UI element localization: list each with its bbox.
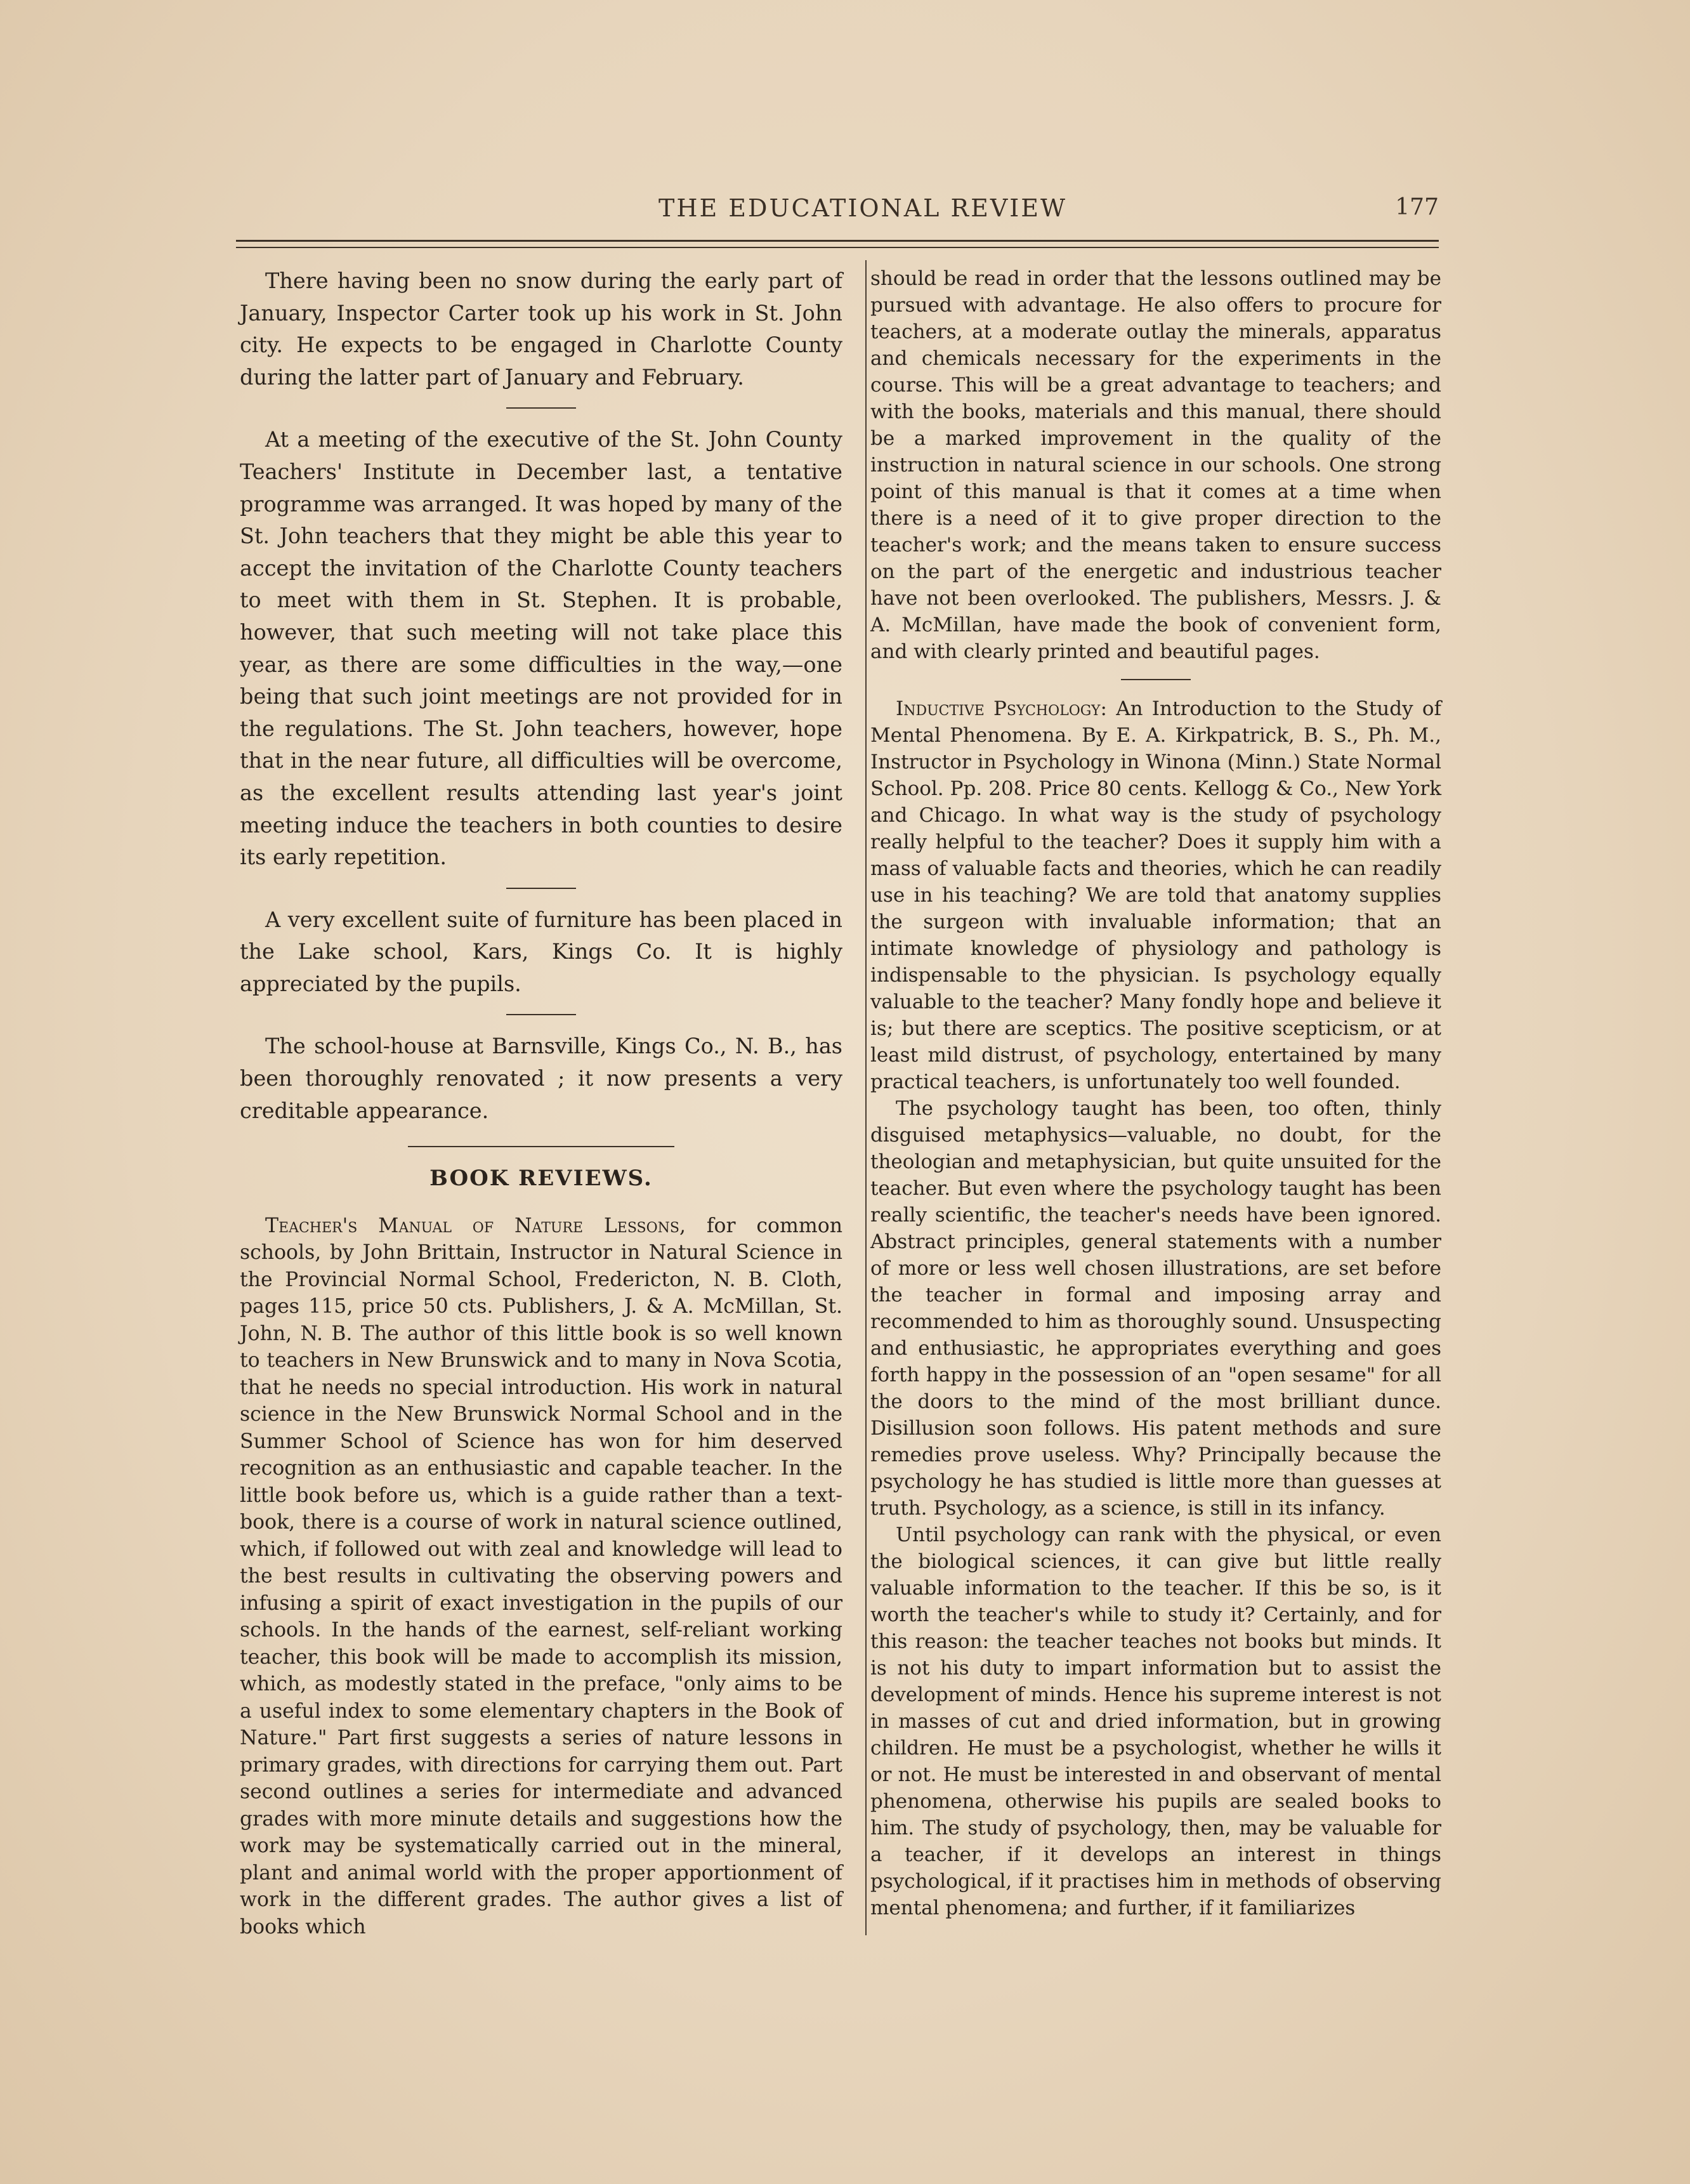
paragraph-until-psychology: Until psychology can rank with the physical, or even the biological sciences, it can give but little really valuable information to the teacher. If this be so, is it worth the teacher's while to study it? Certainly, and for this reason: the teacher teaches not books but minds. It is not his duty to impart information but to assist the development of minds. Hence his supreme interest is not in masses of cut and dried information, but in growing children. He must be a psychologist, whether he wills it or not. He must be interested in and observant of mental phenomena, otherwise his pupils are sealed books to him. The study of psychology, then, may be valuable for a teacher, if it develops an interest in things psychological, if it practises him in methods of observing mental phenomena; and further, if it familiarizes [870, 1523, 1441, 1919]
page-number: 177 [1395, 194, 1439, 220]
paragraph-review-continued: should be read in order that the lessons outlined may be pursued with advantage. He also offers to procure for teachers, at a moderate outlay the minerals, apparatus and chemicals necessary for the experiments in the course. This will be a great advantage to teachers; and with the books, materials and this manual, there should be a marked improvement in the quality of the instruction in natural science in our schools. One strong point of this manual is that it comes at a time when there is a need of it to give proper direction to the teacher's work; and the means taken to ensure success on the part of the energetic and industrious teacher have not been overlooked. The publishers, Messrs. J. & A. McMillan, have made the book of convenient form, and with clearly printed and beautiful pages. [870, 267, 1441, 663]
right-column [870, 265, 1441, 1921]
paragraph-barnsville: The school-house at Barnsville, Kings Co., N. B., has been thoroughly renovated ; it now presents a very creditable appearance. [240, 1034, 842, 1123]
review-body: An Introduction to the Study of Mental Phenomena. By E. A. Kirkpatrick, B. S., Ph. M., Instructor in Psychology in Winona (Minn.) State Normal School. Pp. 208. Price 80 cents. Kellogg & Co., New York and Chicago. In what way is the study of psychology really helpful to the teacher? Does it supply him with a mass of valuable facts and theories, which he can readily use in his teaching? We are told that anatomy supplies the surgeon with invaluable information; that an intimate knowledge of physiology and pathology is indispensable to the physician. Is psychology equally valuable to the teacher? Many fondly hope and believe it is; but there are sceptics. The positive scepticism, or at least mild distrust, of psychology, entertained by many practical teachers, is unfortunately too well founded. [870, 697, 1441, 1093]
separator-rule [1121, 679, 1191, 680]
separator-rule [506, 407, 576, 409]
review-inductive-psychology [870, 695, 1441, 1095]
paragraph-inspector-carter: There having been no snow during the early part of January, Inspector Carter took up his work in St. John city. He expects to be engaged in Charlotte County during the latter part of January and February. [240, 268, 842, 390]
separator-rule [506, 1014, 576, 1015]
page-header [233, 189, 1439, 227]
paragraph-psychology-taught: The psychology taught has been, too often, thinly disguised metaphysics—valuable, no doubt, for the theologian and metaphysician, but quite unsuited for the teacher. But even where the psychology taught has been really scientific, the teacher's needs have been ignored. Abstract principles, general statements with a number of more or less well chosen illustrations, are set before the teacher in formal and imposing array and recommended to him as thoroughly sound. Unsuspecting and enthusiastic, he appropriates everything and goes forth happy in the possession of an "open sesame" for all the doors to the mind of the most brilliant dunce. Disillusion soon follows. His patent methods and sure remedies prove useless. Why? Principally because the psychology he has studied is little more than guesses at truth. Psychology, as a science, is still in its infancy. [870, 1097, 1441, 1520]
paragraph-lake-school: A very excellent suite of furniture has been placed in the Lake school, Kars, Kings Co. It is highly appreciated by the pupils. [240, 907, 842, 996]
book-reviews-heading: BOOK REVIEWS. [429, 1166, 653, 1192]
header-double-rule [236, 240, 1439, 248]
review-nature-lessons [240, 1213, 842, 1941]
left-column [240, 265, 842, 1940]
section-rule [408, 1146, 674, 1147]
paragraph-teachers-institute: At a meeting of the executive of the St. John County Teachers' Institute in December last, a tentative programme was arranged. It was hoped by many of the St. John teachers that they might be able this year to accept the invitation of the Charlotte County teachers to meet with them in St. Stephen. It is probable, however, that such meeting will not take place this year, as there are some difficulties in the way,—one being that such joint meetings are not provided for in the regulations. The St. John teachers, however, hope that in the near future, all difficulties will be overcome, as the excellent results attending last year's joint meeting induce the teachers in both counties to desire its early repetition. [240, 427, 842, 870]
review-title: Teacher's Manual of Nature Lessons, [265, 1214, 686, 1237]
column-divider [865, 260, 867, 1935]
review-title: Inductive Psychology: [896, 697, 1107, 720]
journal-title: THE EDUCATIONAL REVIEW [658, 194, 1068, 222]
review-body: for common schools, by John Brittain, Instructor in Natural Science in the Provincial Normal School, Fredericton, N. B. Cloth, pages 115, price 50 cts. Publishers, J. & A. McMillan, St. John, N. B. The author of this little book is so well known to teachers in New Brunswick and to many in Nova Scotia, that he needs no special introduction. His work in natural science in the New Brunswick Normal School and in the Summer School of Science has won for him deserved recognition as an enthusiastic and capable teacher. In the little book before us, which is a guide rather than a text-book, there is a course of work in natural science outlined, which, if followed out with zeal and knowledge will lead to the best results in cultivating the observing powers and infusing a spirit of exact investigation in the pupils of our schools. In the hands of the earnest, self-reliant working teacher, this book will be made to accomplish its mission, which, as modestly stated in the preface, "only aims to be a useful index to some elementary chapters in the Book of Nature." Part first suggests a series of nature lessons in primary grades, with directions for carrying them out. Part second outlines a series for intermediate and advanced grades with more minute details and suggestions how the work may be systematically carried out in the mineral, plant and animal world with the proper apportionment of work in the different grades. The author gives a list of books which [240, 1214, 842, 1938]
separator-rule [506, 888, 576, 889]
